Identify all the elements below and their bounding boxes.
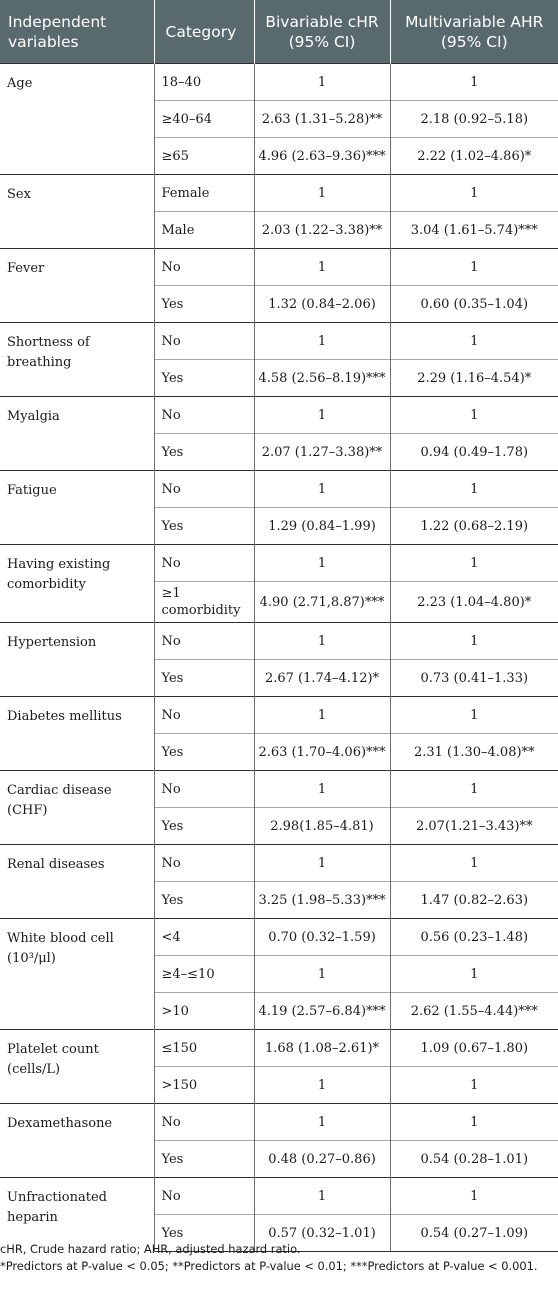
- table-row: [0, 323, 558, 360]
- chr-cell: 1: [254, 771, 390, 808]
- ahr-cell: 1: [390, 956, 558, 993]
- table-row: [0, 697, 558, 734]
- variable-dexamethasone: Dexamethasone: [0, 1104, 154, 1178]
- chr-cell: 2.03 (1.22–3.38)**: [254, 212, 390, 249]
- ahr-cell: 1: [390, 471, 558, 508]
- table-row: [0, 1104, 558, 1141]
- chr-cell: 1: [254, 1067, 390, 1104]
- header-independent-variables: Independent variables: [0, 0, 154, 64]
- category-cell: Yes: [154, 286, 254, 323]
- table-row: [0, 771, 558, 808]
- chr-cell: 1: [254, 471, 390, 508]
- ahr-cell: 1.47 (0.82–2.63): [390, 882, 558, 919]
- ahr-cell: 1: [390, 64, 558, 101]
- ahr-cell: 1: [390, 1067, 558, 1104]
- chr-cell: 1: [254, 697, 390, 734]
- chr-cell: 1: [254, 175, 390, 212]
- ahr-cell: 1: [390, 397, 558, 434]
- ahr-cell: 0.60 (0.35–1.04): [390, 286, 558, 323]
- ahr-cell: 1: [390, 1104, 558, 1141]
- category-cell: Yes: [154, 882, 254, 919]
- chr-cell: 1.68 (1.08–2.61)*: [254, 1030, 390, 1067]
- table-row: [0, 397, 558, 434]
- category-cell: Yes: [154, 808, 254, 845]
- table-row: [0, 1178, 558, 1215]
- table-row: [0, 249, 558, 286]
- category-cell: No: [154, 697, 254, 734]
- ahr-cell: 0.54 (0.27–1.09): [390, 1215, 558, 1252]
- category-cell: >150: [154, 1067, 254, 1104]
- category-cell: No: [154, 1178, 254, 1215]
- category-cell: Male: [154, 212, 254, 249]
- chr-cell: 1: [254, 1104, 390, 1141]
- category-cell: ≥65: [154, 138, 254, 175]
- chr-cell: 0.57 (0.32–1.01): [254, 1215, 390, 1252]
- ahr-cell: 1: [390, 845, 558, 882]
- ahr-cell: 1: [390, 623, 558, 660]
- category-cell: 18–40: [154, 64, 254, 101]
- category-cell: No: [154, 771, 254, 808]
- table-row: [0, 845, 558, 882]
- chr-cell: 1: [254, 956, 390, 993]
- ahr-cell: 2.07(1.21–3.43)**: [390, 808, 558, 845]
- ahr-cell: 1: [390, 249, 558, 286]
- table-header-row: [0, 0, 558, 64]
- variable-existing-comorbidity: Having existing comorbidity: [0, 545, 154, 623]
- ahr-cell: 2.22 (1.02–4.86)*: [390, 138, 558, 175]
- variable-sex: Sex: [0, 175, 154, 249]
- ahr-cell: 0.54 (0.28–1.01): [390, 1141, 558, 1178]
- table-row: [0, 471, 558, 508]
- chr-cell: 1: [254, 249, 390, 286]
- header-multivariable-ahr: Multivariable AHR (95% CI): [390, 0, 558, 64]
- ahr-cell: 1.09 (0.67–1.80): [390, 1030, 558, 1067]
- category-cell: Yes: [154, 1215, 254, 1252]
- table-row: [0, 64, 558, 101]
- ahr-cell: 3.04 (1.61–5.74)***: [390, 212, 558, 249]
- chr-cell: 1: [254, 623, 390, 660]
- category-cell: Yes: [154, 1141, 254, 1178]
- table-row: [0, 623, 558, 660]
- variable-fatigue: Fatigue: [0, 471, 154, 545]
- chr-cell: 1.32 (0.84–2.06): [254, 286, 390, 323]
- table-row: [0, 1030, 558, 1067]
- category-cell: No: [154, 397, 254, 434]
- ahr-cell: 1: [390, 1178, 558, 1215]
- variable-cardiac-disease: Cardiac disease (CHF): [0, 771, 154, 845]
- category-cell: Yes: [154, 734, 254, 771]
- category-cell: Yes: [154, 434, 254, 471]
- ahr-cell: 0.56 (0.23–1.48): [390, 919, 558, 956]
- header-bivariable-chr: Bivariable cHR (95% CI): [254, 0, 390, 64]
- category-cell: <4: [154, 919, 254, 956]
- chr-cell: 1.29 (0.84–1.99): [254, 508, 390, 545]
- ahr-cell: 2.31 (1.30–4.08)**: [390, 734, 558, 771]
- category-cell: ≤150: [154, 1030, 254, 1067]
- chr-cell: 0.70 (0.32–1.59): [254, 919, 390, 956]
- abbreviations-note: cHR, Crude hazard ratio; AHR, adjusted hazard ratio.: [0, 1242, 301, 1256]
- chr-cell: 4.96 (2.63–9.36)***: [254, 138, 390, 175]
- category-cell: ≥40–64: [154, 101, 254, 138]
- category-cell: No: [154, 471, 254, 508]
- variable-renal-diseases: Renal diseases: [0, 845, 154, 919]
- ahr-cell: 1: [390, 697, 558, 734]
- ahr-cell: 0.73 (0.41–1.33): [390, 660, 558, 697]
- category-cell: No: [154, 623, 254, 660]
- category-cell: No: [154, 1104, 254, 1141]
- chr-cell: 4.58 (2.56–8.19)***: [254, 360, 390, 397]
- category-cell: Yes: [154, 360, 254, 397]
- table-row: [0, 545, 558, 582]
- ahr-cell: 2.29 (1.16–4.54)*: [390, 360, 558, 397]
- ahr-cell: 1.22 (0.68–2.19): [390, 508, 558, 545]
- variable-myalgia: Myalgia: [0, 397, 154, 471]
- ahr-cell: 1: [390, 771, 558, 808]
- variable-age: Age: [0, 64, 154, 175]
- variable-white-blood-cell: White blood cell (10³/μl): [0, 919, 154, 1030]
- category-cell: >10: [154, 993, 254, 1030]
- ahr-cell: 2.62 (1.55–4.44)***: [390, 993, 558, 1030]
- category-cell: Female: [154, 175, 254, 212]
- table-footnotes: [0, 1241, 556, 1275]
- variable-hypertension: Hypertension: [0, 623, 154, 697]
- variable-fever: Fever: [0, 249, 154, 323]
- category-cell: Yes: [154, 508, 254, 545]
- chr-cell: 4.19 (2.57–6.84)***: [254, 993, 390, 1030]
- header-category: Category: [154, 0, 254, 64]
- chr-cell: 2.63 (1.31–5.28)**: [254, 101, 390, 138]
- category-cell: No: [154, 249, 254, 286]
- chr-cell: 1: [254, 1178, 390, 1215]
- significance-note: *Predictors at P-value < 0.05; **Predictors at P-value < 0.01; ***Predictors at P-value < 0.001.: [0, 1259, 538, 1273]
- chr-cell: 1: [254, 64, 390, 101]
- variable-shortness-of-breathing: Shortness of breathing: [0, 323, 154, 397]
- chr-cell: 1: [254, 323, 390, 360]
- chr-cell: 2.07 (1.27–3.38)**: [254, 434, 390, 471]
- ahr-cell: 2.23 (1.04–4.80)*: [390, 582, 558, 623]
- category-cell: No: [154, 845, 254, 882]
- variable-platelet-count: Platelet count (cells/L): [0, 1030, 154, 1104]
- table-row: [0, 919, 558, 956]
- ahr-cell: 2.18 (0.92–5.18): [390, 101, 558, 138]
- chr-cell: 0.48 (0.27–0.86): [254, 1141, 390, 1178]
- category-cell: No: [154, 545, 254, 582]
- category-cell: No: [154, 323, 254, 360]
- chr-cell: 1: [254, 845, 390, 882]
- table-row: [0, 175, 558, 212]
- ahr-cell: 1: [390, 323, 558, 360]
- chr-cell: 2.67 (1.74–4.12)*: [254, 660, 390, 697]
- chr-cell: 2.63 (1.70–4.06)***: [254, 734, 390, 771]
- category-cell: ≥1 comorbidity: [154, 582, 254, 623]
- ahr-cell: 0.94 (0.49–1.78): [390, 434, 558, 471]
- chr-cell: 1: [254, 397, 390, 434]
- category-cell: ≥4–≤10: [154, 956, 254, 993]
- ahr-cell: 1: [390, 175, 558, 212]
- ahr-cell: 1: [390, 545, 558, 582]
- chr-cell: 3.25 (1.98–5.33)***: [254, 882, 390, 919]
- variable-diabetes-mellitus: Diabetes mellitus: [0, 697, 154, 771]
- chr-cell: 1: [254, 545, 390, 582]
- chr-cell: 4.90 (2.71,8.87)***: [254, 582, 390, 623]
- category-cell: Yes: [154, 660, 254, 697]
- chr-cell: 2.98(1.85–4.81): [254, 808, 390, 845]
- variable-unfractionated-heparin: Unfractionated heparin: [0, 1178, 154, 1252]
